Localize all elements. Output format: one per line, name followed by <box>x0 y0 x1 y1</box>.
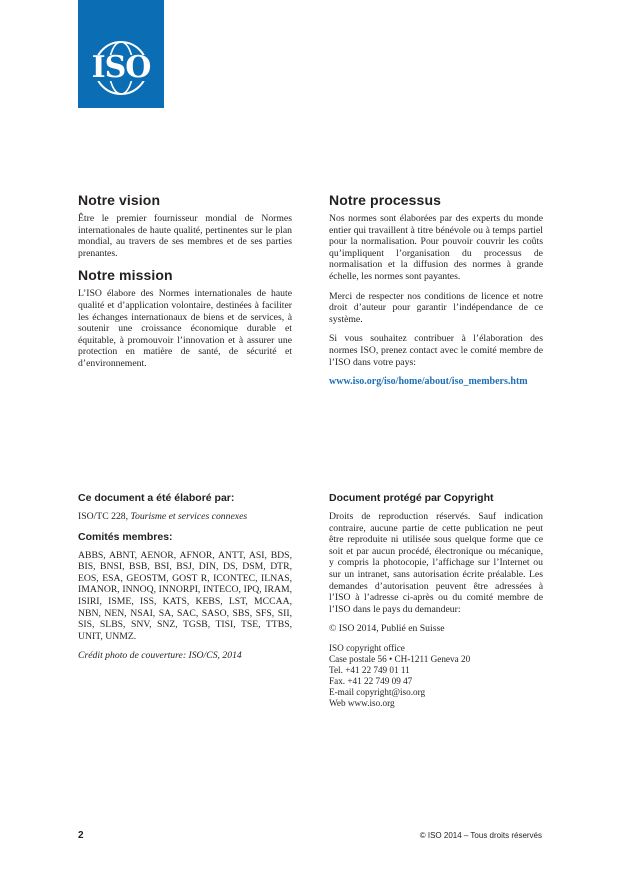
right-column-top <box>329 192 543 396</box>
office-name: ISO copyright office <box>329 642 405 653</box>
office-email: E-mail copyright@iso.org <box>329 686 426 697</box>
logo-text: ISO <box>91 50 151 85</box>
office-block <box>329 643 543 709</box>
published-line: © ISO 2014, Publié en Suisse <box>329 623 445 635</box>
committee-line <box>78 511 292 523</box>
process-text-1: Nos normes sont élaborées par des experts du monde entier qui travaillent à titre bénévole ou à temps partiel pour la normalisation. Pour pouvoir couvrir les coûts qu’impliquent l’organisation du processus de normalisation et la diffusion des normes à grande échelle, les normes sont payantes. <box>329 213 543 282</box>
process-text-3: Si vous souhaitez contribuer à l’élaboration des normes ISO, prenez contact avec le comité membre de l’ISO dans votre pays: <box>329 333 543 368</box>
members-title: Comités membres: <box>78 530 173 543</box>
photo-credit: Crédit photo de couverture: ISO/CS, 2014 <box>78 650 242 662</box>
mission-text: L’ISO élabore des Normes internationales de haute qualité et d’application volontaire, destinées à faciliter les échanges internationaux de biens et de services, à soutenir une croissance économique durable et équitable, à promouvoir l’innovation et à assurer une protection en matière de santé, de sécurité et d’environnement. <box>78 288 292 369</box>
developed-title: Ce document a été élaboré par: <box>78 492 235 504</box>
office-fax: Fax. +41 22 749 09 47 <box>329 675 413 686</box>
vision-title: Notre vision <box>78 192 161 208</box>
members-list: ABBS, ABNT, AENOR, AFNOR, ANTT, ASI, BDS, BIS, BNSI, BSB, BSI, BSJ, DIN, DS, DSM, DTR, EOS, ESA, GEOSTM, GOST R, ICONTEC, ILNAS, IMANOR, INNOQ, INNORPI, INTECO, IPQ, IRAM, ISIRI, ISME, ISS, KATS, KEBS, LST, MCCAA, NBN, NEN, NSAI, SA, SAC, SASO, SBS, SFS, SII, SIS, SLBS, SNV, SNZ, TGSB, TISI, TSE, TTBS, UNIT, UNMZ. <box>78 549 292 642</box>
office-tel: Tel. +41 22 749 01 11 <box>329 664 410 675</box>
copyright-text: Droits de reproduction réservés. Sauf indication contraire, aucune partie de cette publication ne peut être reproduite ni utilisée sous quelque forme que ce soit et par aucun procédé, électronique ou mécanique, y compris la photocopie, l’affichage sur l’Internet ou sur un intranet, sans autorisation écrite préalable. Les demandes d’autorisation peuvent être adressées à l’ISO à l’adresse ci-après ou du comité membre de l’ISO dans le pays du demandeur: <box>329 511 543 615</box>
left-column-top <box>78 192 292 378</box>
office-web: Web www.iso.org <box>329 697 395 708</box>
members-link[interactable]: www.iso.org/iso/home/about/iso_members.htm <box>329 376 528 388</box>
office-address: Case postale 56 • CH-1211 Geneva 20 <box>329 653 471 664</box>
mission-title: Notre mission <box>78 267 173 284</box>
page-number: 2 <box>78 830 84 841</box>
committee-name: Tourisme et services connexes <box>130 511 248 522</box>
footer-copyright: © ISO 2014 – Tous droits réservés <box>419 831 542 840</box>
vision-text: Être le premier fournisseur mondial de Normes internationales de haute qualité, pertinentes sur le plan mondial, au travers de ses membres et de ses parties prenantes. <box>78 213 292 259</box>
committee-code: ISO/TC 228, <box>78 511 129 522</box>
left-column-bottom <box>78 492 292 670</box>
copyright-title: Document protégé par Copyright <box>329 492 494 504</box>
process-title: Notre processus <box>329 192 441 208</box>
iso-logo <box>78 0 164 108</box>
right-column-bottom <box>329 492 543 709</box>
process-text-2: Merci de respecter nos conditions de licence et notre droit d’auteur pour garantir l’indépendance de ce système. <box>329 290 543 325</box>
